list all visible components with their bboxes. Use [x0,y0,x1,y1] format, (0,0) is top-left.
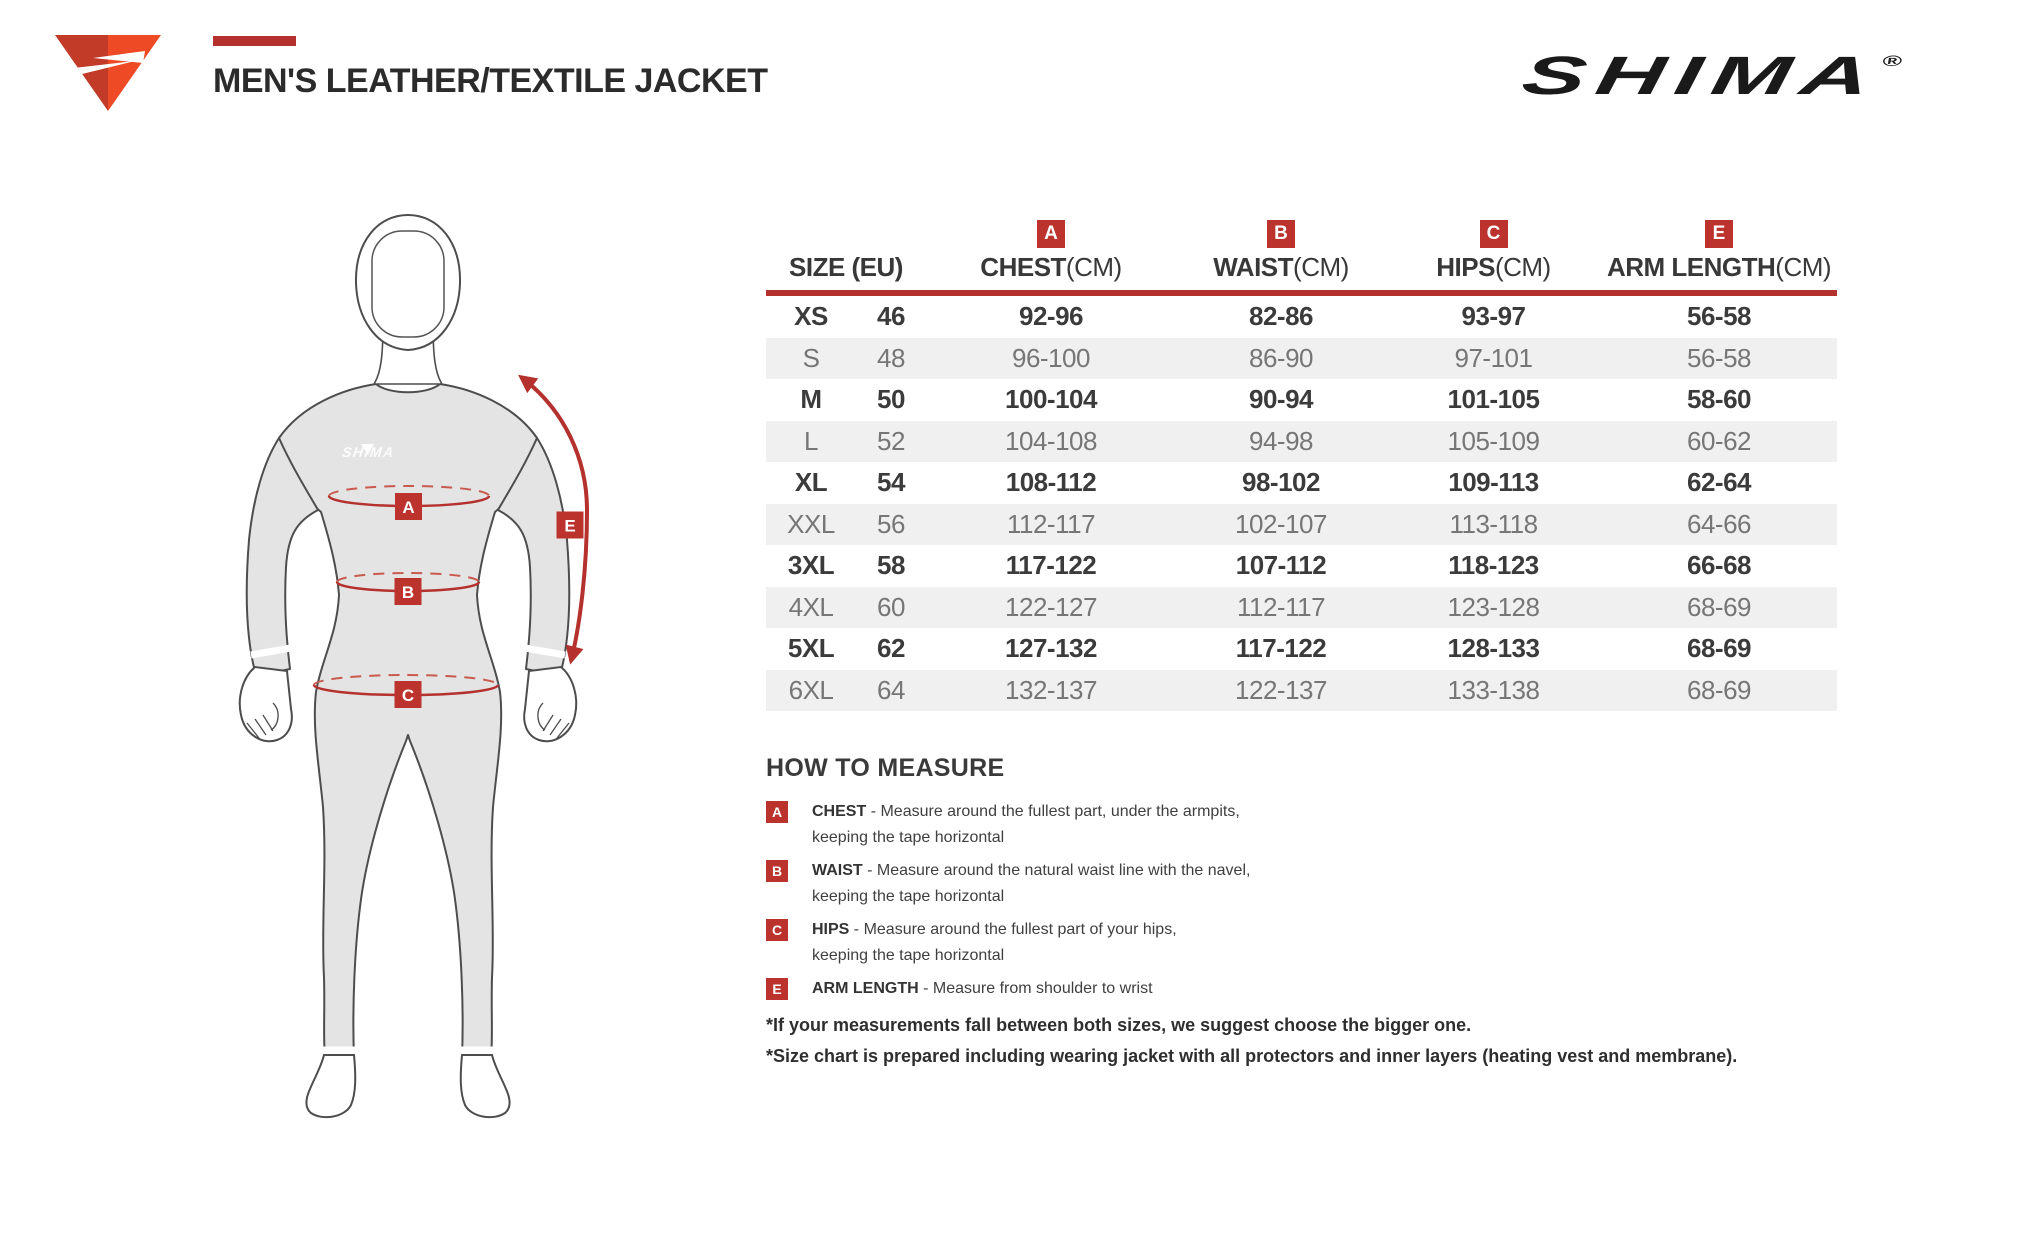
hips-badge [395,681,422,708]
table-cell: 62 [877,633,905,664]
measure-arm-length-desc: - Measure from shoulder to wrist [923,980,1153,997]
table-cell: 68-69 [1687,591,1751,622]
table-cell: 109-113 [1448,467,1539,498]
table-cell: 128-133 [1447,633,1540,664]
table-cell: 108-112 [1005,467,1097,498]
right-hand [524,667,576,741]
waist-badge-label: B [401,583,415,602]
table-cell: 56 [877,508,905,539]
table-cell: 112-117 [1236,591,1326,622]
table-cell: 105-109 [1447,425,1540,456]
table-row [766,504,1837,546]
measure-chest-badge: A [766,801,788,823]
table-row [766,628,1837,670]
table-cell: 86-90 [1249,342,1313,373]
table-cell: 92-96 [1019,301,1083,332]
table-cell: S [802,342,820,373]
table-row [766,670,1837,712]
table-cell: 60 [877,591,905,622]
footnote-between-sizes: *If your measurements fall between both sizes, we suggest choose the bigger one. [766,1015,1472,1035]
title-accent-bar [213,36,296,46]
table-row [766,421,1837,463]
table-row [766,462,1837,504]
arm-length-badge [557,512,584,539]
table-cell: 123-128 [1447,591,1540,622]
table-cell: 132-137 [1005,674,1097,705]
table-cell: XXL [787,508,835,539]
chest-column-header: CHEST(CM) [980,252,1122,282]
measure-waist-desc: - Measure around the natural waist line with the navel, [867,862,1251,879]
arm-length-column-header: ARM LENGTH(CM) [1606,252,1832,282]
measure-hips-desc: - Measure around the fullest part of your hips, [853,921,1177,938]
measure-chest-name: CHEST [812,803,867,820]
table-cell: 66-68 [1687,550,1751,581]
measure-waist-name: WAIST [812,862,863,879]
measure-chest-desc-line2: keeping the tape horizontal [812,829,1005,846]
table-cell: 96-100 [1012,342,1090,373]
brand-wordmark [1518,45,1905,107]
table-cell: 102-107 [1235,508,1327,539]
table-cell: 64 [877,674,905,705]
chest-badge [395,493,422,520]
measure-hips-name: HIPS [812,921,850,938]
table-cell: 50 [877,384,905,415]
measure-waist-desc-line2: keeping the tape horizontal [812,888,1005,905]
arm-length-column-badge: E [1705,220,1733,248]
table-cell: 122-127 [1005,591,1097,622]
table-cell: L [804,425,818,456]
hips-column-badge: C [1480,220,1508,248]
table-row [766,587,1837,629]
size-table [766,220,1837,711]
chest-column-badge: A [1037,220,1065,248]
measure-waist-badge: B [766,860,788,882]
table-cell: 56-58 [1687,301,1751,332]
table-cell: 133-138 [1447,674,1540,705]
measure-item-hips [766,917,1776,971]
table-cell: 60-62 [1687,425,1751,456]
body-measurement-figure [225,205,605,1135]
table-row [766,296,1837,338]
table-cell: 90-94 [1249,384,1313,415]
measure-hips-badge: C [766,919,788,941]
table-row [766,545,1837,587]
table-cell: 68-69 [1687,674,1751,705]
table-cell: 48 [877,342,905,373]
measure-chest-desc: - Measure around the fullest part, under the armpits, [870,803,1240,820]
table-cell: 58-60 [1687,384,1751,415]
table-header-row [766,250,1837,290]
watermark-text: SHIMA [341,444,396,460]
table-cell: 107-112 [1235,550,1327,581]
brand-text: SHIMA [1517,46,1886,106]
table-cell: 112-117 [1006,508,1096,539]
table-cell: 56-58 [1687,342,1751,373]
hips-column-header: HIPS(CM) [1436,252,1551,282]
table-cell: 3XL [787,550,835,581]
measure-item-arm-length [766,976,1776,1003]
table-cell: 113-118 [1449,508,1538,539]
table-cell: 100-104 [1005,384,1097,415]
footnote-chart-preparation: *Size chart is prepared including wearing jacket with all protectors and inner layers (heating vest and membrane). [766,1046,1738,1066]
table-cell: 118-123 [1448,550,1539,581]
how-to-measure-heading: HOW TO MEASURE [766,754,1005,782]
table-cell: 122-137 [1235,674,1327,705]
table-cell: 54 [877,467,905,498]
table-cell: 6XL [788,674,834,705]
waist-badge [395,578,422,605]
left-hand [240,667,292,741]
table-cell: 117-122 [1235,633,1327,664]
table-cell: 4XL [788,591,834,622]
right-foot [461,1055,510,1117]
table-cell: 58 [877,550,905,581]
measure-arm-length-badge: E [766,978,788,1000]
chest-badge-label: A [402,498,415,517]
table-cell: 127-132 [1005,633,1097,664]
table-cell: 93-97 [1461,301,1526,332]
table-row [766,338,1837,380]
table-cell: XS [794,301,828,332]
waist-column-header: WAIST(CM) [1213,252,1349,282]
waist-column-badge: B [1267,220,1295,248]
table-row [766,379,1837,421]
measure-item-chest [766,799,1776,853]
table-cell: M [800,384,822,415]
table-cell: 101-105 [1447,384,1540,415]
table-cell: 94-98 [1249,425,1313,456]
table-cell: 62-64 [1687,467,1751,498]
table-cell: 82-86 [1249,301,1313,332]
measure-item-waist [766,858,1776,912]
table-cell: XL [794,467,828,498]
table-cell: 104-108 [1005,425,1097,456]
size-column-header: SIZE (EU) [789,252,903,282]
page-title: MEN'S LEATHER/TEXTILE JACKET [213,62,768,100]
table-cell: 98-102 [1242,467,1320,498]
table-cell: 68-69 [1687,633,1751,664]
shima-triangle-logo-icon [55,35,161,113]
measure-hips-desc-line2: keeping the tape horizontal [812,947,1005,964]
left-foot [306,1055,355,1117]
table-cell: 64-66 [1687,508,1751,539]
arm-length-badge-label: E [564,516,576,536]
registered-trademark-icon: ® [1881,53,1904,70]
table-cell: 97-101 [1454,342,1533,373]
table-cell: 52 [877,425,905,456]
hips-badge-label: C [401,686,415,705]
how-to-measure-section [766,754,1776,1067]
title-block [213,36,768,101]
table-cell: 46 [877,301,905,332]
table-cell: 5XL [787,633,835,664]
measure-arm-length-name: ARM LENGTH [812,980,919,997]
table-badge-row [766,220,1837,250]
table-cell: 117-122 [1005,550,1097,581]
